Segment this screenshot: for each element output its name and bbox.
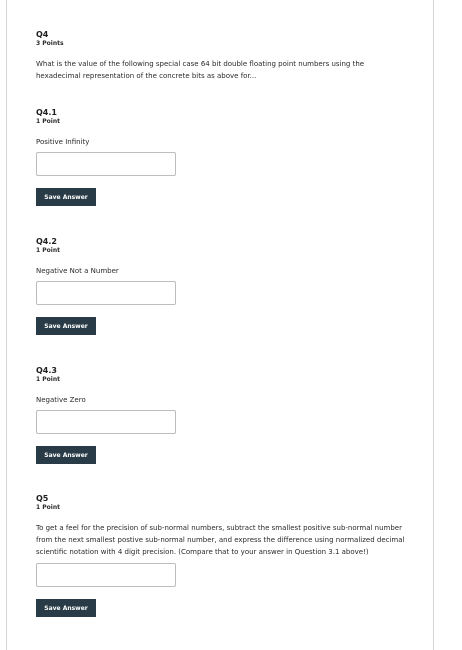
question-q4-1 [36, 108, 416, 206]
answer-input-q4-2[interactable] [36, 281, 176, 305]
question-title: Q4 [36, 30, 49, 39]
save-answer-button-q4-1[interactable]: Save Answer [36, 188, 96, 206]
save-answer-button-q4-2[interactable]: Save Answer [36, 317, 96, 335]
question-text: Negative Not a Number [36, 267, 119, 275]
answer-input-q4-1[interactable] [36, 152, 176, 176]
question-panel [6, 0, 434, 650]
question-text: What is the value of the following special case 64 bit double floating point numbers using the hexadecimal representation of the concrete bits as above for... [36, 60, 365, 80]
save-answer-button-q5[interactable]: Save Answer [36, 599, 96, 617]
question-q4-3 [36, 366, 416, 464]
question-title: Q4.3 [36, 366, 57, 375]
question-points: 1 Point [36, 247, 60, 254]
question-q4-2 [36, 237, 416, 335]
question-title: Q4.1 [36, 108, 57, 117]
question-points: 1 Point [36, 118, 60, 125]
question-q5 [36, 494, 416, 617]
question-points: 1 Point [36, 376, 60, 383]
answer-input-q4-3[interactable] [36, 410, 176, 434]
question-text: To get a feel for the precision of sub-normal numbers, subtract the smallest positive sub-normal number from the next smallest postive sub-normal number, and express the difference using normalized decimal scientific notation with 4 digit precision. (Compare that to your answer in Question 3.1 above!) [36, 524, 405, 556]
question-text: Negative Zero [36, 396, 86, 404]
question-text: Positive Infinity [36, 138, 90, 146]
answer-input-q5[interactable] [36, 563, 176, 587]
question-points: 3 Points [36, 40, 64, 47]
question-q4 [36, 30, 416, 82]
save-answer-button-q4-3[interactable]: Save Answer [36, 446, 96, 464]
question-title: Q4.2 [36, 237, 57, 246]
question-points: 1 Point [36, 504, 60, 511]
question-title: Q5 [36, 494, 49, 503]
